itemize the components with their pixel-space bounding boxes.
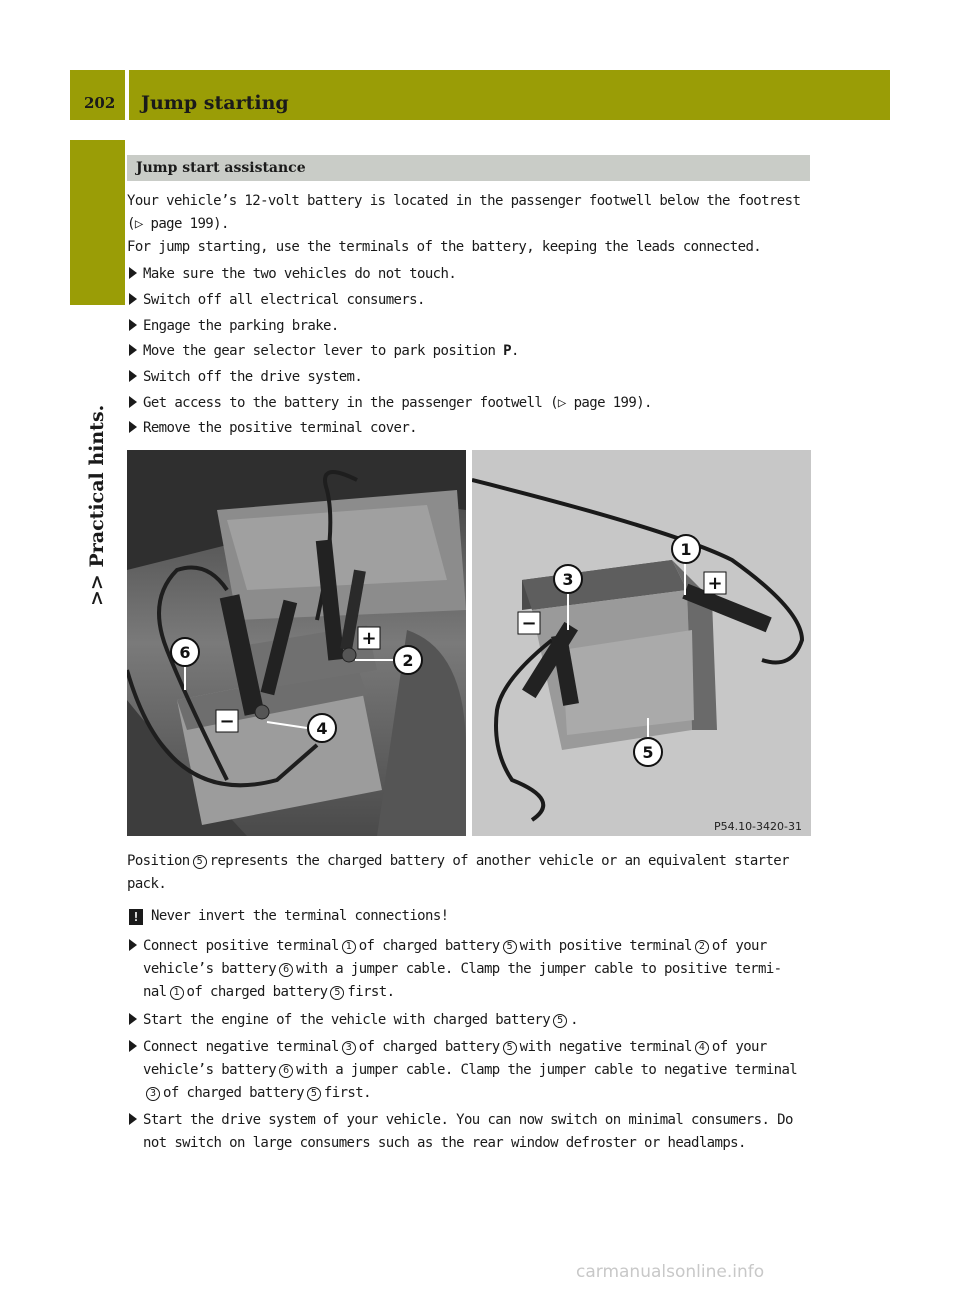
plus-label: [704, 572, 726, 594]
intro-line: For jump starting, use the terminals of the battery, keeping the leads connected.: [127, 239, 762, 255]
warning-icon: !: [129, 909, 143, 925]
arrow-bullet-icon: [129, 396, 137, 408]
page-number-tab: [70, 70, 125, 120]
arrow-bullet-icon: [129, 344, 137, 356]
svg-text:+: +: [361, 628, 377, 649]
step-item: Engage the parking brake.: [129, 315, 339, 337]
step-item: Start the drive system of your vehicle. You can now switch on minimal consumers. Do: [129, 1109, 793, 1131]
intro-page-ref: (▷ page 199).: [127, 216, 229, 232]
gear-position: P: [503, 343, 511, 359]
step-continuation: not switch on large consumers such as the rear window defroster or headlamps.: [143, 1135, 746, 1151]
svg-text:3: 3: [562, 570, 574, 589]
arrow-bullet-icon: [129, 1113, 137, 1125]
arrow-bullet-icon: [129, 293, 137, 305]
step-continuation: vehicle’s battery 6 with a jumper cable. Clamp the jumper cable to negative terminal: [143, 1062, 798, 1078]
svg-text:2: 2: [402, 651, 414, 670]
step-continuation: vehicle’s battery 6 with a jumper cable. Clamp the jumper cable to positive termi-: [143, 961, 782, 977]
header-bar: [129, 70, 890, 120]
svg-text:−: −: [219, 711, 235, 732]
minus-label: [216, 710, 238, 732]
arrow-bullet-icon: [129, 370, 137, 382]
own-battery-photo: [127, 450, 466, 836]
step-item: Connect positive terminal 1 of charged battery 5 with positive terminal 2 of your: [129, 935, 767, 957]
arrow-bullet-icon: [129, 1040, 137, 1052]
arrow-bullet-icon: [129, 267, 137, 279]
arrow-bullet-icon: [129, 939, 137, 951]
plus-label: [358, 627, 380, 649]
minus-label: [518, 612, 540, 634]
step-item: Connect negative terminal 3 of charged battery 5 with negative terminal 4 of your: [129, 1036, 767, 1058]
section-heading-text: Jump start assistance: [136, 160, 306, 176]
chapter-label: >> Practical hints.: [86, 404, 108, 606]
charged-battery-photo: [472, 450, 811, 836]
step-item: Get access to the battery in the passenger footwell (▷ page 199).: [129, 392, 652, 414]
page-title: Jump starting: [141, 92, 289, 114]
callout-5-ref: 5: [193, 855, 207, 869]
chapter-tab: [70, 140, 125, 305]
position-note: Position 5 represents the charged battery of another vehicle or an equivalent starter: [127, 853, 789, 869]
svg-text:1: 1: [680, 540, 692, 559]
intro-line: Your vehicle’s 12-volt battery is located in the passenger footwell below the footrest: [127, 193, 801, 209]
svg-text:−: −: [521, 613, 537, 634]
step-continuation: 3 of charged battery 5 first.: [143, 1082, 371, 1104]
figure-code: P54.10-3420-31: [713, 820, 802, 833]
arrow-bullet-icon: [129, 1013, 137, 1025]
step-continuation: nal 1 of charged battery 5 first.: [143, 984, 395, 1000]
arrow-bullet-icon: [129, 319, 137, 331]
step-item: Remove the positive terminal cover.: [129, 417, 417, 439]
step-item: Switch off the drive system.: [129, 366, 362, 388]
arrow-bullet-icon: [129, 421, 137, 433]
svg-text:+: +: [707, 573, 723, 594]
section-heading: [127, 155, 810, 181]
svg-text:6: 6: [179, 643, 191, 662]
step-item: Switch off all electrical consumers.: [129, 289, 425, 311]
warning-note: ! Never invert the terminal connections!: [129, 905, 449, 927]
svg-text:5: 5: [642, 743, 654, 762]
step-item: Start the engine of the vehicle with charged battery 5 .: [129, 1009, 578, 1031]
position-note: pack.: [127, 876, 167, 892]
watermark: carmanualsonline.info: [576, 1262, 765, 1282]
step-item: Move the gear selector lever to park position P.: [129, 340, 519, 362]
step-item: Make sure the two vehicles do not touch.: [129, 263, 456, 285]
svg-text:4: 4: [316, 719, 328, 738]
page-number: 202: [84, 94, 116, 112]
